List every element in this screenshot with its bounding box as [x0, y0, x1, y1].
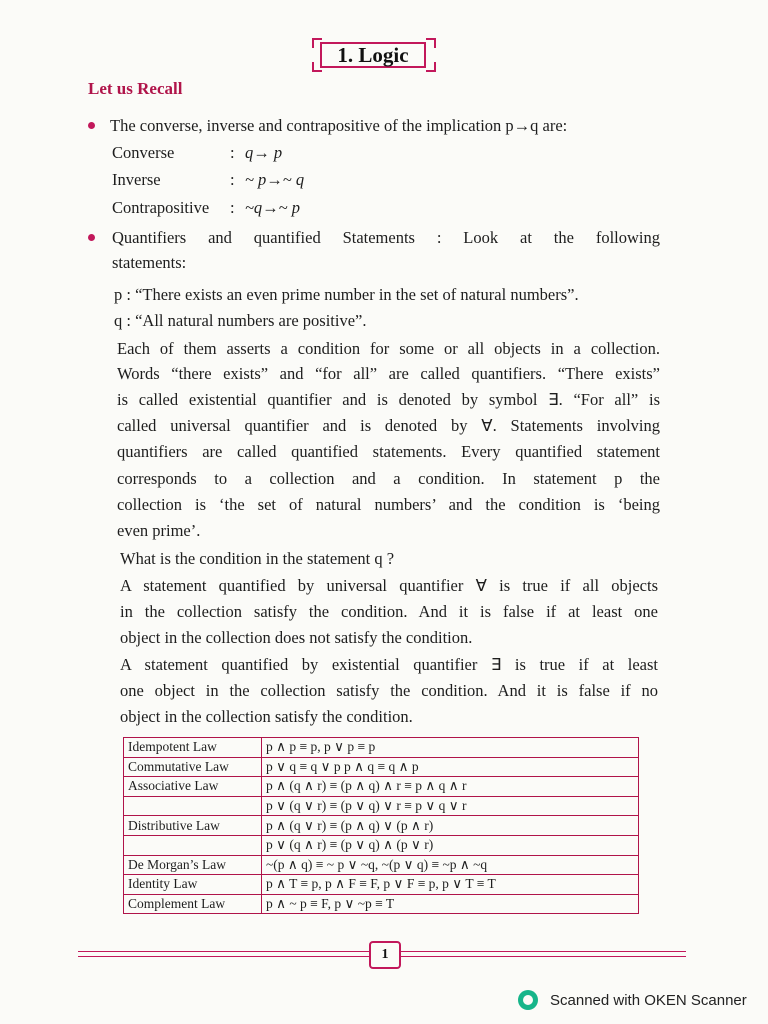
- converse-label: Converse: [112, 143, 175, 162]
- chapter-title-box: [312, 38, 436, 72]
- law-formula: p ∨ (q ∧ r) ≡ (p ∨ q) ∧ (p ∨ r): [262, 835, 639, 855]
- table-row: [124, 738, 639, 758]
- ornament-corner: [426, 62, 436, 72]
- para1-line: collection is ‘the set of natural numbers’ and the condition is ‘being: [117, 495, 660, 514]
- contrapositive-formula: ~q→~ p: [245, 198, 300, 217]
- para1-line: Words “there exists” and “for all” are called quantifiers. “There exists”: [117, 364, 660, 383]
- ornament-corner: [426, 38, 436, 48]
- table-row: [124, 816, 639, 836]
- law-name: Associative Law: [124, 777, 262, 797]
- bullet-icon: [88, 234, 95, 241]
- law-formula: p ∧ T ≡ p, p ∧ F ≡ F, p ∨ F ≡ p, p ∨ T ≡ T: [262, 875, 639, 895]
- quantifiers-intro-line2: statements:: [112, 253, 187, 272]
- logic-laws-table: [123, 737, 639, 914]
- section-heading: Let us Recall: [88, 79, 183, 98]
- contrapositive-label: Contrapositive: [112, 198, 210, 217]
- contrapositive-sep: :: [230, 198, 235, 217]
- table-row: [124, 835, 639, 855]
- law-name: Complement Law: [124, 894, 262, 914]
- para1-line: quantifiers are called quantified statements. Every quantified statement: [117, 442, 660, 461]
- scanner-text: Scanned with OKEN Scanner: [550, 991, 747, 1009]
- law-formula: p ∧ (q ∨ r) ≡ (p ∧ q) ∨ (p ∧ r): [262, 816, 639, 836]
- inverse-formula: ~ p→~ q: [245, 170, 305, 189]
- table-row: [124, 855, 639, 875]
- law-name: Commutative Law: [124, 757, 262, 777]
- para3-line: one object in the collection satisfy the condition. And it is false if no: [120, 681, 658, 700]
- table-row: [124, 894, 639, 914]
- law-formula: p ∧ (q ∧ r) ≡ (p ∧ q) ∧ r ≡ p ∧ q ∧ r: [262, 777, 639, 797]
- para3-line: A statement quantified by existential quantifier ∃ is true if at least: [120, 655, 658, 674]
- table-row: [124, 757, 639, 777]
- law-formula: p ∧ ~ p ≡ F, p ∨ ~p ≡ T: [262, 894, 639, 914]
- para1-line: corresponds to a collection and a condition. In statement p the: [117, 469, 660, 488]
- question-line: What is the condition in the statement q ?: [120, 549, 395, 568]
- page-number: 1: [369, 941, 401, 969]
- law-name: [124, 796, 262, 816]
- law-formula: p ∨ q ≡ q ∨ p p ∧ q ≡ q ∧ p: [262, 757, 639, 777]
- bullet-icon: [88, 122, 95, 129]
- law-formula: ~(p ∧ q) ≡ ~ p ∨ ~q, ~(p ∨ q) ≡ ~p ∧ ~q: [262, 855, 639, 875]
- law-name: [124, 835, 262, 855]
- converse-sep: :: [230, 143, 235, 162]
- law-formula: p ∨ (q ∨ r) ≡ (p ∨ q) ∨ r ≡ p ∨ q ∨ r: [262, 796, 639, 816]
- inverse-label: Inverse: [112, 170, 161, 189]
- statement-q: q : “All natural numbers are positive”.: [114, 311, 367, 330]
- para2-line: in the collection satisfy the condition. And it is false if at least one: [120, 602, 658, 621]
- converse-formula: q→ p: [245, 143, 283, 162]
- law-formula: p ∧ p ≡ p, p ∨ p ≡ p: [262, 738, 639, 758]
- bullet1-intro: The converse, inverse and contrapositive of the implication p→q are:: [110, 116, 568, 135]
- law-name: Idempotent Law: [124, 738, 262, 758]
- para1-line: is called existential quantifier and is denoted by symbol ∃. “For all” is: [117, 390, 660, 409]
- quantifiers-intro-line1: Quantifiers and quantified Statements : Look at the following: [112, 228, 660, 247]
- para1-line: Each of them asserts a condition for some or all objects in a collection.: [117, 339, 660, 358]
- para3-line: object in the collection satisfy the condition.: [120, 707, 413, 726]
- table-row: [124, 875, 639, 895]
- para1-line: called universal quantifier and is denoted by ∀. Statements involving: [117, 416, 660, 435]
- inverse-sep: :: [230, 170, 235, 189]
- para1-line: even prime’.: [117, 521, 201, 540]
- table-row: [124, 796, 639, 816]
- para2-line: object in the collection does not satisfy the condition.: [120, 628, 473, 647]
- law-name: Distributive Law: [124, 816, 262, 836]
- chapter-title: 1. Logic: [320, 42, 426, 68]
- table-row: [124, 777, 639, 797]
- para2-line: A statement quantified by universal quantifier ∀ is true if all objects: [120, 576, 658, 595]
- statement-p: p : “There exists an even prime number in the set of natural numbers”.: [114, 285, 579, 304]
- law-name: Identity Law: [124, 875, 262, 895]
- law-name: De Morgan’s Law: [124, 855, 262, 875]
- oken-scanner-logo-icon: [518, 990, 538, 1010]
- scanner-watermark: [518, 990, 747, 1010]
